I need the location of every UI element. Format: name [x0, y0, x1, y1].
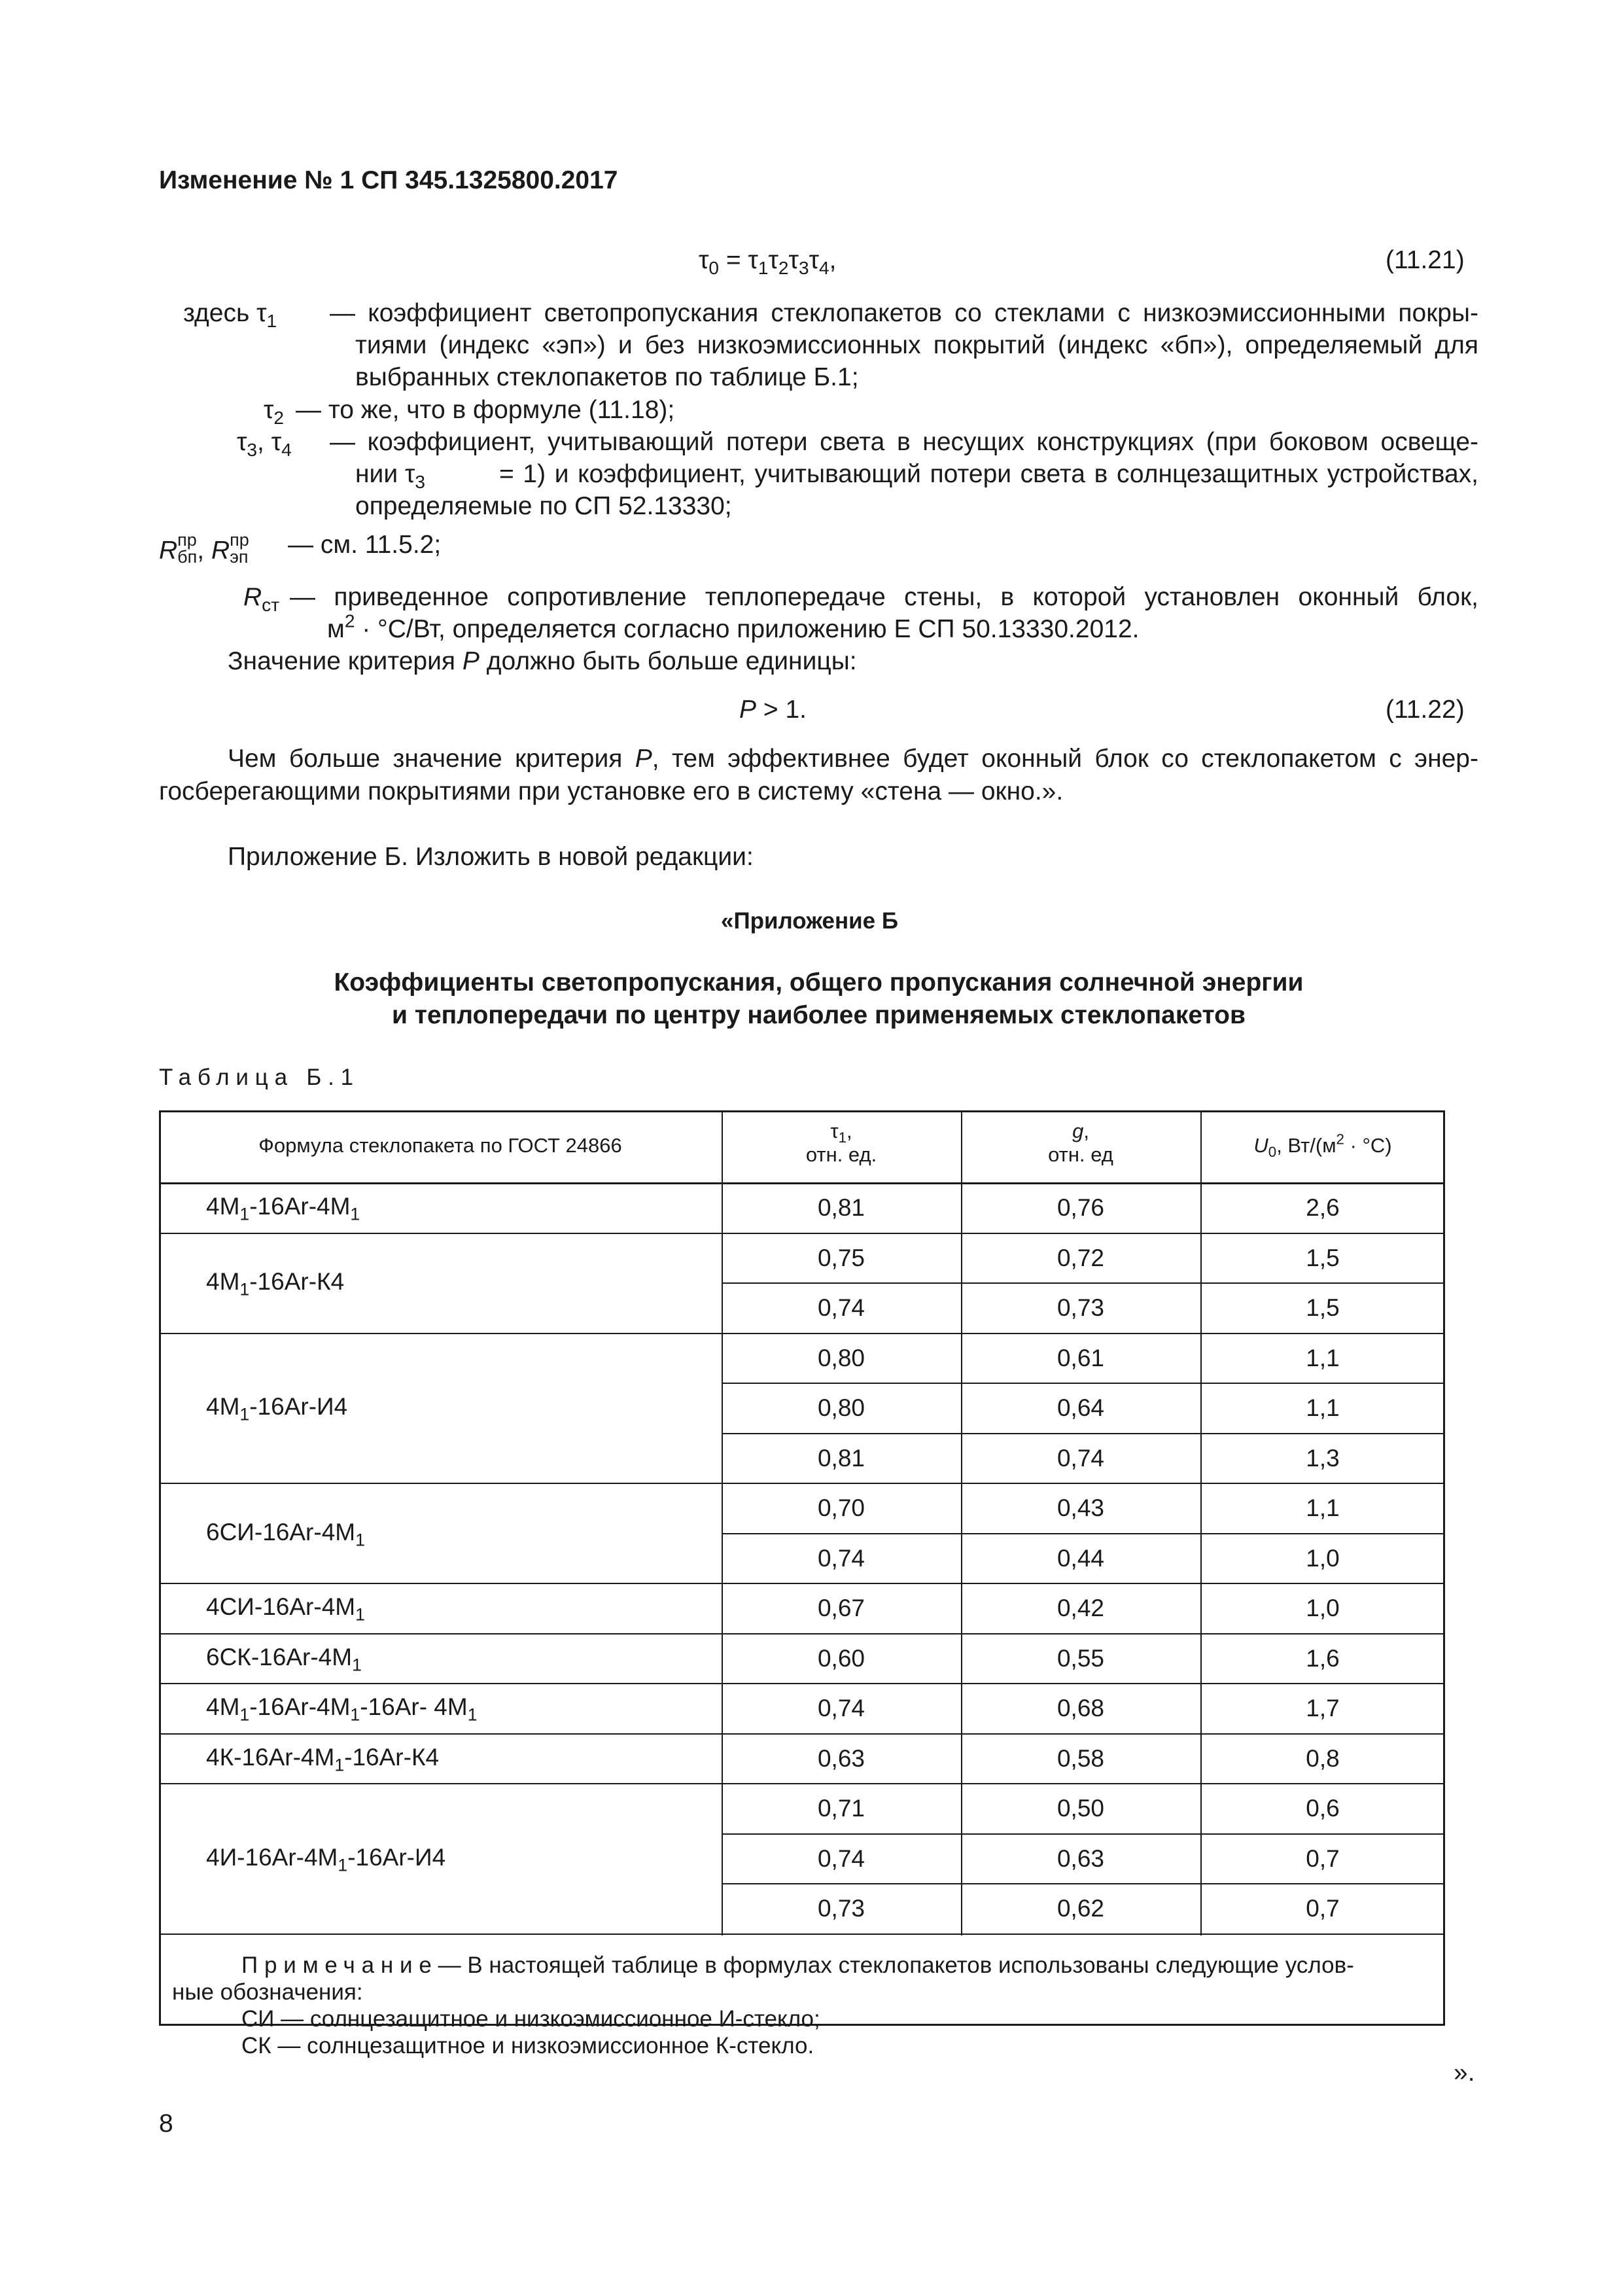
table-cell: 0,63 [817, 1744, 865, 1772]
table-formula-cell: $4К-16Ar-4М_1-16Ar-К4$ [206, 1743, 440, 1775]
formula-number-11-22: (11.22) [1386, 696, 1465, 724]
paragraph-line1: Чем больше значение критерия P, тем эффективнее будет оконный блок со стеклопакетом с энер- [228, 745, 1478, 773]
table-cell: 0,64 [1056, 1394, 1104, 1421]
table-header-divider [159, 1182, 1445, 1184]
table-cell: 0,63 [1056, 1845, 1104, 1872]
table-group-divider [159, 1733, 1445, 1735]
header-tau: $\tau_1$, отн. ед. [805, 1120, 877, 1166]
definition-tau1-line3: выбранных стеклопакетов по таблице Б.1; [355, 363, 859, 391]
definition-tau34-symbol: $\tau_3$, $\tau_4$ [237, 428, 292, 460]
table-note-line1: Примечание— В настоящей таблице в формулах стеклопакетов использованы следующие услов- [241, 1952, 1354, 1978]
table-note-line4: СК — солнцезащитное и низкоэмиссионное К-стекло. [241, 2033, 814, 2058]
table-cell: 0,43 [1056, 1494, 1104, 1521]
table-cell: 1,1 [1306, 1344, 1340, 1371]
definition-tau1-line2: тиями (индекс «эп») и без низкоэмиссионных покрытий (индекс «бп»), определяемый для [355, 331, 1478, 359]
table-cell: 0,67 [817, 1595, 865, 1621]
table-cell: 0,73 [817, 1895, 865, 1922]
table-cell: 0,74 [817, 1695, 865, 1722]
definition-tau34-line1: — коэффициент, учитывающий потери света в несущих конструкциях (при боковом освеще- [330, 428, 1478, 456]
table-cell: 0,73 [1056, 1294, 1104, 1321]
table-cell: 1,7 [1306, 1695, 1340, 1722]
definition-tau34-line2: нии $\tau_3$ = 1) и коэффициент, учитывающий потери света в солнцезащитных устройствах, [355, 460, 1478, 492]
definition-r-symbols: Rпр бп, Rпр эп [159, 530, 249, 567]
table-cell: 0,55 [1056, 1644, 1104, 1672]
criterion-text: Значение критерия P должно быть больше единицы: [228, 647, 857, 675]
table-cell: 0,81 [817, 1194, 865, 1221]
table-cell: 1,1 [1306, 1494, 1340, 1521]
definition-tau34-line3: определяемые по СП 52.13330; [355, 492, 732, 520]
table-cell: 0,71 [817, 1795, 865, 1822]
table-cell: 0,44 [1056, 1544, 1104, 1572]
header-u: $U_0$, $Вт/(м^2 \cdot ^\circ С)$ [1253, 1131, 1392, 1161]
definition-rst-symbol: $R_{ст}$ [243, 583, 280, 615]
table-group-divider [159, 1934, 1445, 1935]
data-table [159, 1110, 1445, 2032]
table-cell: 0,70 [817, 1494, 865, 1521]
table-formula-cell: $4И-16Ar-4М_1-16Ar-И4$ [206, 1843, 446, 1875]
table-cell: 0,42 [1056, 1595, 1104, 1621]
formula-p: P > 1. [739, 696, 807, 724]
table-note-line3: СИ — солнцезащитное и низкоэмиссионное И-стекло; [241, 2006, 820, 2032]
table-row-divider [722, 1883, 1445, 1884]
table-cell: 0,50 [1056, 1795, 1104, 1822]
table-formula-cell: $4М_1-16Ar-4М_1$ [206, 1193, 360, 1224]
paragraph-line2: госберегающими покрытиями при установке его в систему «стена — окно.». [159, 777, 1064, 805]
definition-tau2-text: — то же, что в формуле (11.18); [296, 396, 675, 424]
table-cell: 0,74 [817, 1845, 865, 1872]
definition-zdes: здесь $\tau_1$ [183, 299, 277, 331]
table-group-divider [159, 1233, 1445, 1234]
table-group-divider [159, 1483, 1445, 1484]
appendix-instruction: Приложение Б. Изложить в новой редакции: [228, 843, 754, 871]
table-cell: 1,0 [1306, 1544, 1340, 1572]
header-g: g, отн. ед [1048, 1120, 1113, 1166]
table-cell: 0,80 [817, 1394, 865, 1421]
table-group-divider [159, 1633, 1445, 1634]
page-number: 8 [159, 2110, 173, 2138]
table-note-line2: ные обозначения: [172, 1979, 363, 2005]
table-cell: 0,81 [817, 1444, 865, 1472]
definition-tau2-symbol: $\tau_2$ [264, 396, 285, 428]
table-cell: 0,75 [817, 1244, 865, 1271]
table-formula-cell: $4М_1-16Ar-4М_1-16Ar-$ $4М_1$ [206, 1693, 478, 1725]
table-cell: 0,7 [1306, 1845, 1340, 1872]
table-heading-line1: Коэффициенты светопропускания, общего пропускания солнечной энергии [334, 968, 1304, 997]
table-cell: 2,6 [1306, 1194, 1340, 1221]
table-cell: 0,74 [1056, 1444, 1104, 1472]
table-cell: 0,60 [817, 1644, 865, 1672]
table-cell: 1,0 [1306, 1595, 1340, 1621]
table-cell: 0,62 [1056, 1895, 1104, 1922]
table-cell: 1,1 [1306, 1394, 1340, 1421]
table-row-divider [722, 1383, 1445, 1384]
table-cell: 0,72 [1056, 1244, 1104, 1271]
table-cell: 0,8 [1306, 1744, 1340, 1772]
header-formula: Формула стеклопакета по ГОСТ 24866 [258, 1134, 622, 1157]
table-heading-line2: и теплопередачи по центру наиболее применяемых стеклопакетов [392, 1001, 1246, 1029]
definition-rst-line2: $м^2 \cdot ^\circ С/Вт$, определяется согласно приложению Е СП 50.13330.2012. [327, 610, 1140, 643]
document-header: Изменение № 1 СП 345.1325800.2017 [159, 166, 618, 194]
table-label: Таблица Б.1 [159, 1065, 360, 1090]
definition-r-text: — см. 11.5.2; [288, 531, 442, 559]
table-group-divider [159, 1683, 1445, 1684]
table-cell: 0,61 [1056, 1344, 1104, 1371]
definition-rst-line1: — приведенное сопротивление теплопередаче стены, в которой установлен оконный блок, [290, 583, 1478, 611]
table-cell: 0,76 [1056, 1194, 1104, 1221]
table-cell: 1,6 [1306, 1644, 1340, 1672]
table-group-divider [159, 1333, 1445, 1334]
table-cell: 1,3 [1306, 1444, 1340, 1472]
table-cell: 0,6 [1306, 1795, 1340, 1822]
table-closing-quote: ». [1454, 2058, 1475, 2087]
table-row-divider [722, 1282, 1445, 1284]
table-cell: 0,7 [1306, 1895, 1340, 1922]
table-cell: 0,80 [817, 1344, 865, 1371]
table-formula-cell: $4М_1-16Ar-К4$ [206, 1268, 345, 1299]
table-formula-cell: $6СИ-16Ar-4М_1$ [206, 1518, 365, 1550]
table-row-divider [722, 1833, 1445, 1835]
table-formula-cell: $4М_1-16Ar-И4$ [206, 1393, 348, 1424]
definition-tau1-line1: — коэффициент светопропускания стеклопакетов со стеклами с низкоэмиссионными покры- [330, 299, 1478, 327]
appendix-title: «Приложение Б [721, 908, 899, 934]
table-formula-cell: $6СК-16Ar-4М_1$ [206, 1643, 362, 1675]
formula-tau0: $\tau_0 = \tau_1\tau_2\tau_3\tau_4$, [699, 246, 837, 278]
table-formula-cell: $4СИ-16Ar-4М_1$ [206, 1593, 365, 1625]
table-cell: 1,5 [1306, 1244, 1340, 1271]
table-cell: 0,68 [1056, 1695, 1104, 1722]
table-cell: 0,58 [1056, 1744, 1104, 1772]
table-cell: 1,5 [1306, 1294, 1340, 1321]
table-group-divider [159, 1783, 1445, 1784]
formula-number-11-21: (11.21) [1386, 246, 1465, 274]
table-group-divider [159, 1583, 1445, 1584]
table-cell: 0,74 [817, 1544, 865, 1572]
table-row-divider [722, 1433, 1445, 1434]
table-cell: 0,74 [817, 1294, 865, 1321]
table-row-divider [722, 1533, 1445, 1534]
